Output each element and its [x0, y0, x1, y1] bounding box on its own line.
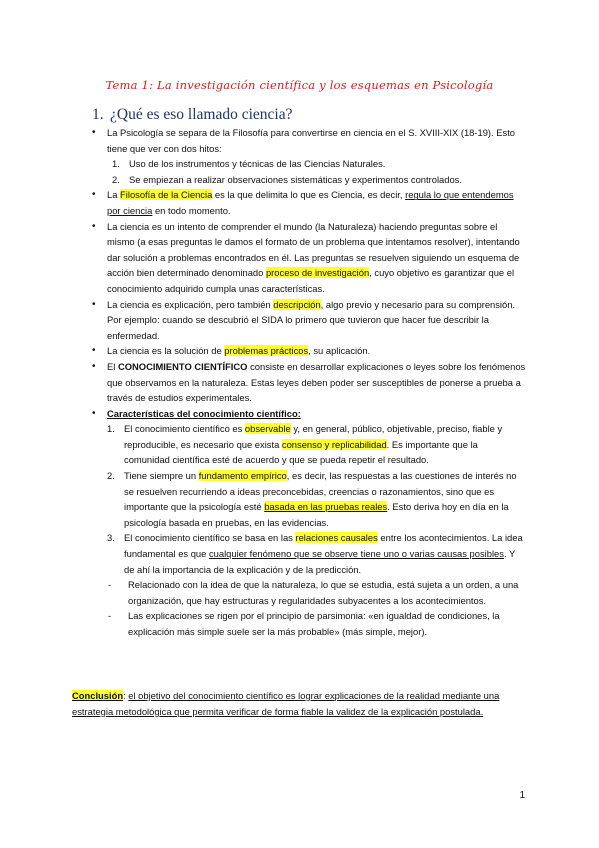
numbered-item: 2. Se empiezan a realizar observaciones sistemáticas y experimentos controlados. — [112, 173, 462, 185]
highlight: Filosofía de la Ciencia — [120, 189, 213, 201]
section-heading — [92, 105, 292, 125]
underlined-text: cualquier fenómeno que se observe tiene uno o varias causas posibles — [208, 548, 504, 560]
bullet-scientific-knowledge: • El CONOCIMIENTO CIENTÍFICO consiste en desarrollar explicaciones o leyes sobre los fenómenos que observamos en la naturaleza. Estas leyes deben poder ser susceptibles de ponerse a prueba a través de estudios experimentales. — [92, 359, 526, 406]
bullet-explanation-description: • La ciencia es explicación, pero también descripción, algo previo y necesario para su comprensión. Por ejemplo: cuando se descubrió el SIDA lo primero que tuvieron que hacer fue describir la enfermedad. — [92, 297, 526, 344]
page-number: 1 — [519, 790, 525, 801]
document-title: Tema 1: La investigación científica y los esquemas en Psicología — [105, 78, 494, 92]
numbered-item: 3. El conocimiento científico se basa en las relaciones causales entre los acontecimientos. La idea fundamental es que cualquier fenómeno que se observe tiene uno o varias causas posibles. Y de ahí la importancia de la explicación y de la predicción. — [107, 532, 523, 575]
bullet-practical-problems: • La ciencia es la solución de problemas prácticos, su aplicación. — [92, 343, 526, 359]
bullet-philosophy-of-science: • La Filosofía de la Ciencia es la que delimita lo que es Ciencia, es decir, regula lo que entendemos por ciencia en todo momento. — [92, 187, 526, 218]
conclusion-text: el objetivo del conocimiento científico es lograr explicaciones de la realidad mediante una estrategia metodológica que permita verificar de forma fiable la validez de la explicación postulada. — [72, 690, 500, 717]
bullet-characteristics — [92, 406, 526, 422]
dash-item: - Las explicaciones se rigen por el principio de parsimonia: «en igualdad de condiciones, la explicación más simple suele ser la más probable» (más simple, mejor). — [108, 608, 526, 639]
bullet-science-definition: • La ciencia es un intento de comprender el mundo (la Naturaleza) haciendo preguntas sobre el mismo (a esas preguntas le damos el formato de un problema que intentamos resolver), intentando dar solución a problemas encontrados en él. Las preguntas se resuelven siguiendo un esquema de acción bien determinado denominado proceso de investigación, cuyo objetivo es garantizar que el conocimiento adquirido cumpla unas características. — [92, 219, 526, 297]
highlight: problemas prácticos — [224, 345, 309, 357]
highlight: fundamento empírico — [198, 470, 287, 482]
conclusion-label: Conclusión — [72, 690, 124, 701]
bullet-text: La Psicología se separa de la Filosofía para convertirse en ciencia en el S. XVIII-XIX (18-19). Esto tiene que ver con dos hitos: — [107, 127, 516, 154]
bullet-psychology-origin — [92, 125, 526, 156]
section-number: 1. — [92, 106, 104, 123]
numbered-item: 1. El conocimiento científico es observable y, en general, público, objetivable, preciso, fiable y reproducible, es necesario que exista consenso y replicabilidad. Es importante que la comunidad científica esté de acuerdo y que se pueda repetir el resultado. — [107, 423, 503, 466]
underlined-text: regula lo que entendemos por ciencia — [107, 189, 514, 216]
highlight: relaciones causales — [295, 532, 378, 544]
highlight: consenso y replicabilidad — [281, 438, 387, 450]
section-title: ¿Qué es eso llamado ciencia? — [110, 106, 293, 123]
highlight: basada en las pruebas reales — [264, 501, 388, 513]
conclusion: Conclusión: el objetivo del conocimiento científico es lograr explicaciones de la realidad mediante una estrategia metodológica que permita verificar de forma fiable la validez de la explicación postulada. — [72, 690, 500, 717]
dash-item: - Relacionado con la idea de que la naturaleza, lo que se estudia, está sujeta a un orden, a una organización, que hay estructuras y regularidades subyacentes a los acontecimientos. — [108, 577, 526, 608]
numbered-item: 2. Tiene siempre un fundamento empírico, es decir, las respuestas a las cuestiones de interés no se resuelven recurriendo a ideas preconcebidas, creencias o razonamientos, sino que es importante que la psicología esté basada en las pruebas reales. Esto deriva hoy en día en la psicología basada en pruebas, en las evidencias. — [107, 470, 517, 528]
characteristics-heading: Características del conocimiento científico: — [107, 407, 301, 419]
highlight: proceso de investigación — [265, 267, 370, 279]
numbered-item: 1. Uso de los instrumentos y técnicas de las Ciencias Naturales. — [112, 158, 386, 170]
highlight: descripción — [273, 298, 321, 310]
bold-term: CONOCIMIENTO CIENTÍFICO — [117, 360, 248, 372]
document-body — [92, 125, 526, 640]
highlight: observable — [244, 423, 291, 435]
